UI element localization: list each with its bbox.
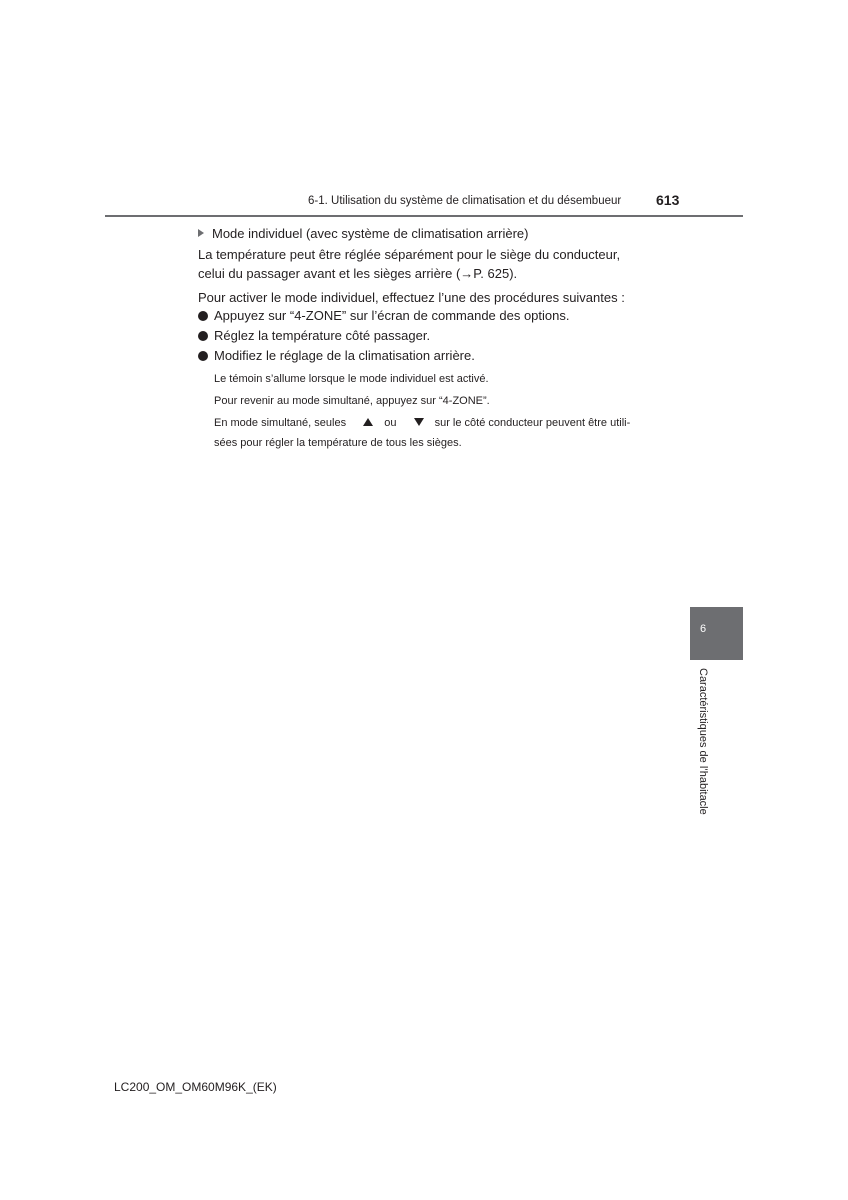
note-simultaneous: Pour revenir au mode simultané, appuyez sur “4-ZONE”. <box>214 395 490 407</box>
bullet-text: Appuyez sur “4-ZONE” sur l’écran de commande des options. <box>214 308 570 323</box>
bullet-icon <box>198 331 208 341</box>
paragraph-intro-line2: celui du passager avant et les sièges arrière (→P. 625). <box>198 266 518 281</box>
chapter-tab-number: 6 <box>700 623 707 635</box>
note-buttons-text-b: ou <box>384 417 397 429</box>
bullet-item <box>198 308 570 323</box>
bullet-text: Réglez la température côté passager. <box>214 328 431 343</box>
triangle-marker-icon <box>198 229 204 237</box>
note-buttons-line1 <box>214 413 658 433</box>
paragraph-intro <box>198 245 658 283</box>
section-heading-text: Mode individuel (avec système de climatisation arrière) <box>212 226 529 241</box>
bullet-icon <box>198 311 208 321</box>
bullet-item <box>198 328 430 343</box>
bullet-icon <box>198 351 208 361</box>
paragraph-procedures: Pour activer le mode individuel, effectuez l’une des procédures suivantes : <box>198 290 625 305</box>
bullet-item <box>198 348 475 363</box>
note-buttons <box>214 413 658 453</box>
note-buttons-text-a: En mode simultané, seules <box>214 417 347 429</box>
note-buttons-text-c: sur le côté conducteur peuvent être utili- <box>434 417 631 429</box>
chapter-tab <box>690 607 743 660</box>
footer-code: LC200_OM_OM60M96K_(EK) <box>114 1080 277 1094</box>
page-number: 613 <box>656 192 680 208</box>
up-arrow-icon <box>363 418 373 426</box>
chapter-tab-label: Caractéristiques de l’habitacle <box>697 668 709 815</box>
bullet-text: Modifiez le réglage de la climatisation arrière. <box>214 348 475 363</box>
note-buttons-line2: sées pour régler la température de tous les sièges. <box>214 437 462 449</box>
paragraph-intro-line1: La température peut être réglée séparément pour le siège du conducteur, <box>198 247 621 262</box>
section-heading <box>198 226 528 241</box>
header-rule <box>105 215 743 217</box>
header-section-title: 6-1. Utilisation du système de climatisation et du désembueur <box>308 195 622 207</box>
down-arrow-icon <box>414 418 424 426</box>
note-indicator: Le témoin s’allume lorsque le mode individuel est activé. <box>214 373 489 385</box>
